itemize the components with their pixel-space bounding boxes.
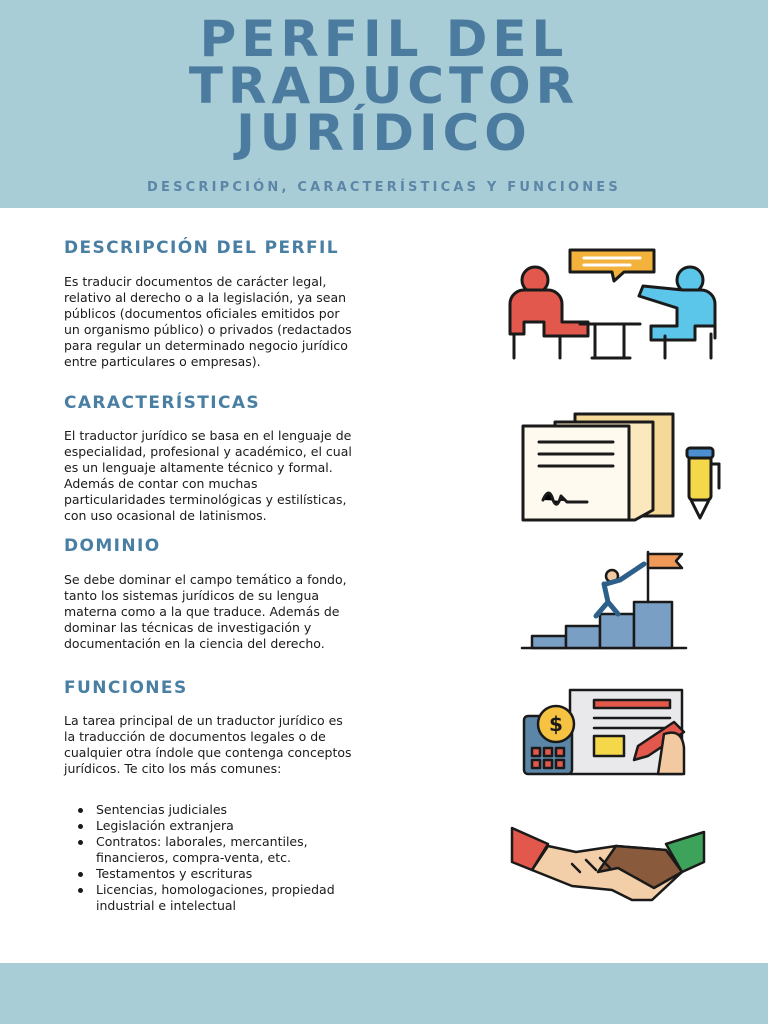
funciones-list <box>76 802 456 914</box>
list-item <box>76 834 456 866</box>
list-item-text: financieros, compra-venta, etc. <box>96 850 291 865</box>
list-item-text: Licencias, homologaciones, propiedad <box>96 882 335 897</box>
text-line: La tarea principal de un traductor jurídico es <box>64 713 343 728</box>
list-item <box>76 866 456 882</box>
text-line: es un lenguaje altamente técnico y formal. <box>64 460 333 475</box>
list-item <box>76 882 456 914</box>
text-line: documentación en la ciencia del derecho. <box>64 636 325 651</box>
text-line: Se debe dominar el campo temático a fondo, <box>64 572 347 587</box>
text-line: dominar las técnicas de investigación y <box>64 620 312 635</box>
text-line: cualquier otra índole que contenga conceptos <box>64 745 352 760</box>
list-item-text: industrial e intelectual <box>96 898 237 913</box>
header-banner <box>0 0 768 208</box>
title-line-2: TRADUCTOR <box>188 57 580 115</box>
paragraph-caracteristicas <box>64 428 454 524</box>
list-item-text: Sentencias judiciales <box>96 802 228 817</box>
list-item-text: Legislación extranjera <box>96 818 234 833</box>
page-subtitle: DESCRIPCIÓN, CARACTERÍSTICAS Y FUNCIONES <box>147 180 621 195</box>
text-line: con uso ocasional de latinismos. <box>64 508 267 523</box>
footer-band <box>0 963 768 1024</box>
text-line: materna como a la que traduce. Además de <box>64 604 340 619</box>
document-pen-icon <box>515 408 730 528</box>
text-line: públicos (documentos oficiales emitidos por <box>64 306 340 321</box>
paragraph-dominio <box>64 572 454 652</box>
text-line: especialidad, profesional y académico, el cual <box>64 444 352 459</box>
text-line: jurídicos. Te cito los más comunes: <box>64 761 282 776</box>
paragraph-funciones <box>64 713 454 777</box>
text-line: Además de contar con muchas <box>64 476 258 491</box>
list-item-text: Contratos: laborales, mercantiles, <box>96 834 308 849</box>
heading-funciones: FUNCIONES <box>64 678 188 698</box>
text-line: para regular un determinado negocio jurídico <box>64 338 348 353</box>
list-item-text: Testamentos y escrituras <box>96 866 253 881</box>
paragraph-descripcion <box>64 274 454 370</box>
text-line: un organismo público) o privados (redactados <box>64 322 352 337</box>
heading-caracteristicas: CARACTERÍSTICAS <box>64 393 261 413</box>
list-item <box>76 802 456 818</box>
text-line: Es traducir documentos de carácter legal, <box>64 274 327 289</box>
text-line: la traducción de documentos legales o de <box>64 729 326 744</box>
meeting-icon <box>500 244 725 364</box>
title-line-3: JURÍDICO <box>236 104 532 162</box>
text-line: tanto los sistemas jurídicos de su lengua <box>64 588 320 603</box>
heading-descripcion: DESCRIPCIÓN DEL PERFIL <box>64 238 339 258</box>
contract-money-icon <box>520 686 700 778</box>
text-line: particularidades terminológicas y estilísticas, <box>64 492 347 507</box>
page-title <box>0 10 768 162</box>
title-line-1: PERFIL DEL <box>199 10 569 68</box>
svg-text:$: $ <box>549 712 563 736</box>
text-line: entre particulares o empresas). <box>64 354 261 369</box>
text-line: El traductor jurídico se basa en el lenguaje de <box>64 428 352 443</box>
climb-stairs-flag-icon <box>520 548 690 652</box>
list-item <box>76 818 456 834</box>
text-line: relativo al derecho o a la legislación, ya sean <box>64 290 347 305</box>
handshake-icon <box>508 824 708 904</box>
heading-dominio: DOMINIO <box>64 536 161 556</box>
